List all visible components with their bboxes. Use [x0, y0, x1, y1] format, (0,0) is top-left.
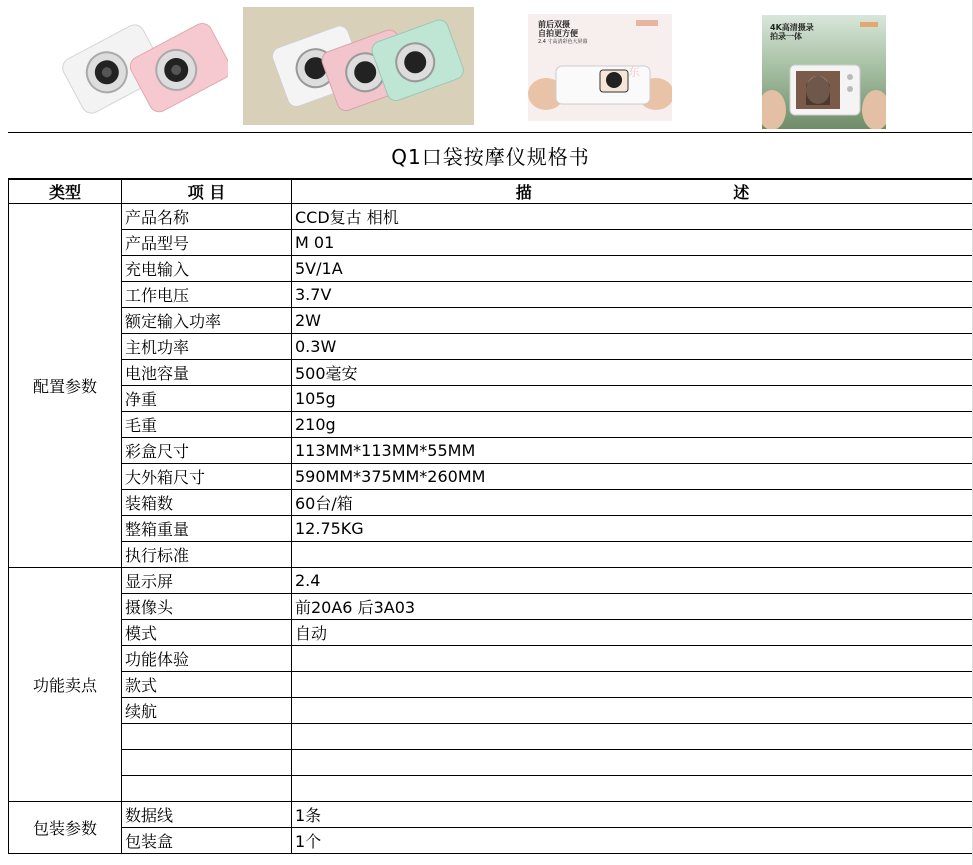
item-cell[interactable] [122, 776, 292, 802]
item-cell[interactable]: 功能体验 [122, 646, 292, 672]
spec-sheet [8, 0, 973, 865]
selfie-promo-line-2: 拍录一体 [770, 32, 802, 41]
table-row [9, 438, 973, 464]
header-type[interactable]: 类型 [9, 180, 122, 204]
item-cell[interactable] [122, 750, 292, 776]
item-cell[interactable]: 续航 [122, 698, 292, 724]
group-type-cell[interactable]: 功能卖点 [9, 568, 122, 802]
description-cell[interactable] [292, 750, 973, 776]
description-cell[interactable]: 前20A6 后3A03 [292, 594, 973, 620]
description-cell[interactable]: 590MM*375MM*260MM [292, 464, 973, 490]
header-description-part-2: 述 [733, 183, 750, 202]
description-cell[interactable]: M 01 [292, 230, 973, 256]
product-image-two-cameras[interactable] [58, 14, 228, 114]
item-cell[interactable]: 款式 [122, 672, 292, 698]
item-cell[interactable]: 净重 [122, 386, 292, 412]
promo-line-1: 前后双摄 [538, 20, 570, 29]
table-row [9, 282, 973, 308]
sheet-title: Q1口袋按摩仪规格书 [8, 133, 973, 179]
description-cell[interactable] [292, 724, 973, 750]
table-row [9, 308, 973, 334]
selfie-promo-line-1: 4K高清摄录 [770, 23, 814, 32]
item-cell[interactable]: 模式 [122, 620, 292, 646]
group-type-cell[interactable]: 配置参数 [9, 204, 122, 568]
table-row [9, 828, 973, 854]
description-cell[interactable]: 2.4 [292, 568, 973, 594]
item-cell[interactable]: 包装盒 [122, 828, 292, 854]
description-cell[interactable]: 60台/箱 [292, 490, 973, 516]
description-cell[interactable]: 1个 [292, 828, 973, 854]
description-cell[interactable] [292, 672, 973, 698]
spec-table [8, 179, 973, 854]
table-row [9, 724, 973, 750]
product-image-selfie-promo[interactable] [762, 15, 886, 129]
product-image-hand-promo[interactable] [528, 14, 672, 121]
description-cell[interactable] [292, 542, 973, 568]
description-cell[interactable]: 1条 [292, 802, 973, 828]
item-cell[interactable]: 数据线 [122, 802, 292, 828]
item-cell[interactable]: 执行标准 [122, 542, 292, 568]
item-cell[interactable]: 产品型号 [122, 230, 292, 256]
table-row [9, 490, 973, 516]
description-cell[interactable]: 0.3W [292, 334, 973, 360]
product-image-three-cameras[interactable] [243, 7, 474, 125]
description-cell[interactable]: 113MM*113MM*55MM [292, 438, 973, 464]
description-cell[interactable]: 210g [292, 412, 973, 438]
table-row [9, 204, 973, 230]
description-cell[interactable]: 自动 [292, 620, 973, 646]
item-cell[interactable]: 产品名称 [122, 204, 292, 230]
item-cell[interactable]: 摄像头 [122, 594, 292, 620]
header-description[interactable] [292, 180, 973, 204]
table-row [9, 646, 973, 672]
table-row [9, 256, 973, 282]
header-item[interactable]: 项 目 [122, 180, 292, 204]
table-row [9, 360, 973, 386]
description-cell[interactable]: 12.75KG [292, 516, 973, 542]
table-row [9, 620, 973, 646]
product-image-row [8, 0, 973, 133]
table-row [9, 672, 973, 698]
svg-text:东: 东 [628, 65, 641, 79]
table-row [9, 334, 973, 360]
table-row [9, 386, 973, 412]
item-cell[interactable]: 主机功率 [122, 334, 292, 360]
description-cell[interactable]: 5V/1A [292, 256, 973, 282]
description-cell[interactable] [292, 776, 973, 802]
item-cell[interactable]: 充电输入 [122, 256, 292, 282]
description-cell[interactable] [292, 646, 973, 672]
description-cell[interactable]: CCD复古 相机 [292, 204, 973, 230]
table-row [9, 412, 973, 438]
item-cell[interactable]: 整箱重量 [122, 516, 292, 542]
item-cell[interactable]: 大外箱尺寸 [122, 464, 292, 490]
group-type-cell[interactable]: 包装参数 [9, 802, 122, 854]
table-row [9, 750, 973, 776]
item-cell[interactable]: 电池容量 [122, 360, 292, 386]
item-cell[interactable]: 工作电压 [122, 282, 292, 308]
table-row [9, 594, 973, 620]
table-row [9, 698, 973, 724]
description-cell[interactable]: 2W [292, 308, 973, 334]
table-row [9, 568, 973, 594]
promo-line-2: 自拍更方便 [538, 29, 578, 38]
table-row [9, 542, 973, 568]
table-row [9, 464, 973, 490]
item-cell[interactable]: 额定输入功率 [122, 308, 292, 334]
promo-line-3: 2.4 寸高清彩色大屏幕 [538, 39, 588, 45]
item-cell[interactable] [122, 724, 292, 750]
description-cell[interactable]: 500毫安 [292, 360, 973, 386]
description-cell[interactable]: 105g [292, 386, 973, 412]
header-row [9, 180, 973, 204]
item-cell[interactable]: 装箱数 [122, 490, 292, 516]
description-cell[interactable] [292, 698, 973, 724]
item-cell[interactable]: 彩盒尺寸 [122, 438, 292, 464]
table-row [9, 230, 973, 256]
description-cell[interactable]: 3.7V [292, 282, 973, 308]
item-cell[interactable]: 毛重 [122, 412, 292, 438]
table-row [9, 776, 973, 802]
table-row [9, 802, 973, 828]
header-description-part-1: 描 [515, 183, 532, 202]
table-row [9, 516, 973, 542]
item-cell[interactable]: 显示屏 [122, 568, 292, 594]
